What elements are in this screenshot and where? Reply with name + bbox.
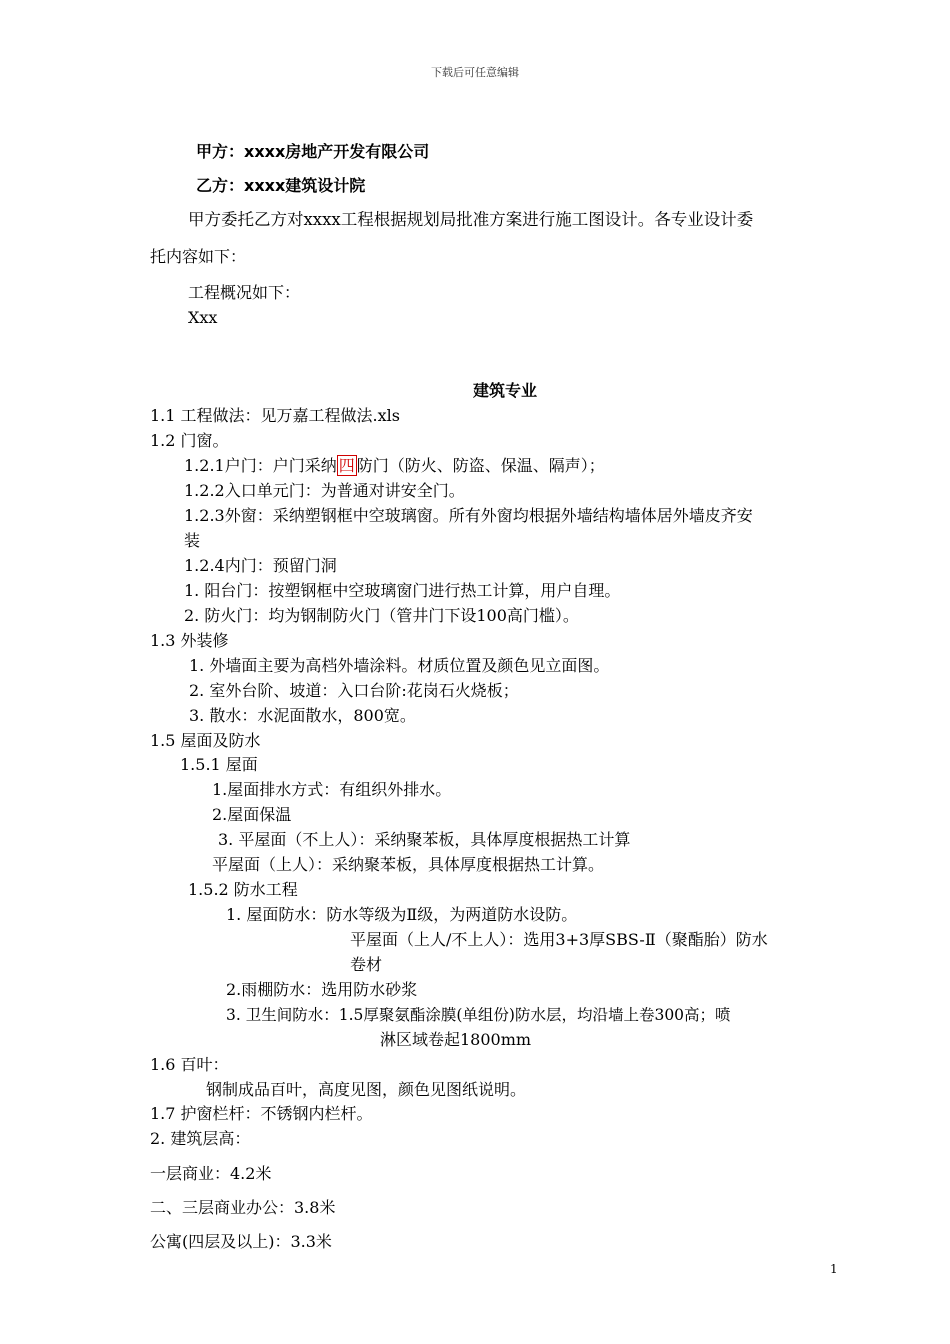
item-1-2-4-2: 2. 防火门：均为钢制防火门（管井门下设100高门槛）。 bbox=[184, 606, 579, 625]
item-1-5-1-2: 2.屋面保温 bbox=[212, 805, 292, 824]
overview-value: Xxx bbox=[188, 308, 218, 327]
page-header: 下载后可任意编辑 bbox=[431, 66, 519, 79]
floor-height-2: 二、三层商业办公：3.8米 bbox=[150, 1198, 336, 1217]
item-1-5-1-4: 平屋面（上人）：采纳聚苯板，具体厚度根据热工计算。 bbox=[212, 855, 605, 874]
item-1-5-2-2: 2.雨棚防水：选用防水砂浆 bbox=[226, 980, 418, 999]
item-1-2-2: 1.2.2入口单元门：为普通对讲安全门。 bbox=[184, 481, 465, 500]
item-1-6: 1.6 百叶： bbox=[150, 1055, 229, 1074]
item-1-2-3: 1.2.3外窗：采纳塑钢框中空玻璃窗。所有外窗均根据外墙结构墙体居外墙皮齐安 bbox=[184, 506, 753, 525]
item-1-5-2-3: 3. 卫生间防水：1.5厚聚氨酯涂膜(单组份)防水层，均沿墙上卷300高；喷 bbox=[226, 1006, 731, 1024]
item-1-7: 1.7 护窗栏杆：不锈钢内栏杆。 bbox=[150, 1104, 373, 1123]
item-1-6-1: 钢制成品百叶，高度见图，颜色见图纸说明。 bbox=[206, 1080, 527, 1099]
item-1-3: 1.3 外装修 bbox=[150, 631, 229, 650]
item-1-1: 1.1 工程做法：见万嘉工程做法.xls bbox=[150, 406, 400, 425]
item-1-2-4: 1.2.4内门：预留门洞 bbox=[184, 556, 337, 575]
item-1-3-2: 2. 室外台阶、坡道：入口台阶:花岗石火烧板； bbox=[189, 681, 519, 700]
item-1-3-3: 3. 散水：水泥面散水，800宽。 bbox=[189, 706, 416, 725]
item-1-2-1: 1.2.1户门：户门采纳 四 防门（防火、防盗、保温、隔声）； bbox=[184, 456, 605, 475]
item-1-5-1: 1.5.1 屋面 bbox=[180, 755, 258, 774]
page-number: 1 bbox=[830, 1262, 838, 1276]
item-1-5-2-1-cont: 平屋面（上人/不上人）：选用3+3厚SBS-Ⅱ（聚酯胎）防水 bbox=[350, 930, 768, 949]
item-1-2-4-1: 1. 阳台门：按塑钢框中空玻璃窗门进行热工计算，用户自理。 bbox=[184, 581, 621, 600]
item-1-5-2: 1.5.2 防水工程 bbox=[188, 880, 298, 899]
item-1-5-2-3-cont: 淋区域卷起1800mm bbox=[380, 1030, 532, 1049]
highlighted-character: 四 bbox=[338, 456, 355, 475]
item-1-2-3-cont: 装 bbox=[184, 531, 201, 550]
item-1-5-1-1: 1.屋面排水方式：有组织外排水。 bbox=[212, 780, 452, 799]
item-1-5: 1.5 屋面及防水 bbox=[150, 731, 261, 750]
floor-height-3: 公寓(四层及以上)：3.3米 bbox=[150, 1232, 332, 1251]
item-1-5-2-1-cont-2: 卷材 bbox=[350, 955, 383, 974]
party-a: 甲方：xxxx房地产开发有限公司 bbox=[196, 142, 430, 161]
item-1-3-1: 1. 外墙面主要为高档外墙涂料。材质位置及颜色见立面图。 bbox=[189, 656, 610, 675]
intro-line-2: 托内容如下： bbox=[150, 247, 247, 266]
item-2: 2. 建筑层高： bbox=[150, 1129, 251, 1148]
item-1-2: 1.2 门窗。 bbox=[150, 431, 229, 450]
overview-label: 工程概况如下： bbox=[188, 283, 301, 302]
party-b: 乙方：xxxx建筑设计院 bbox=[196, 176, 366, 195]
section-title: 建筑专业 bbox=[472, 381, 537, 400]
item-1-5-1-3: 3. 平屋面（不上人）：采纳聚苯板，具体厚度根据热工计算 bbox=[218, 830, 631, 849]
item-1-5-2-1: 1. 屋面防水：防水等级为Ⅱ级，为两道防水设防。 bbox=[226, 905, 578, 924]
floor-height-1: 一层商业：4.2米 bbox=[150, 1164, 272, 1183]
intro-line-1: 甲方委托乙方对xxxx工程根据规划局批准方案进行施工图设计。各专业设计委 bbox=[188, 210, 754, 229]
